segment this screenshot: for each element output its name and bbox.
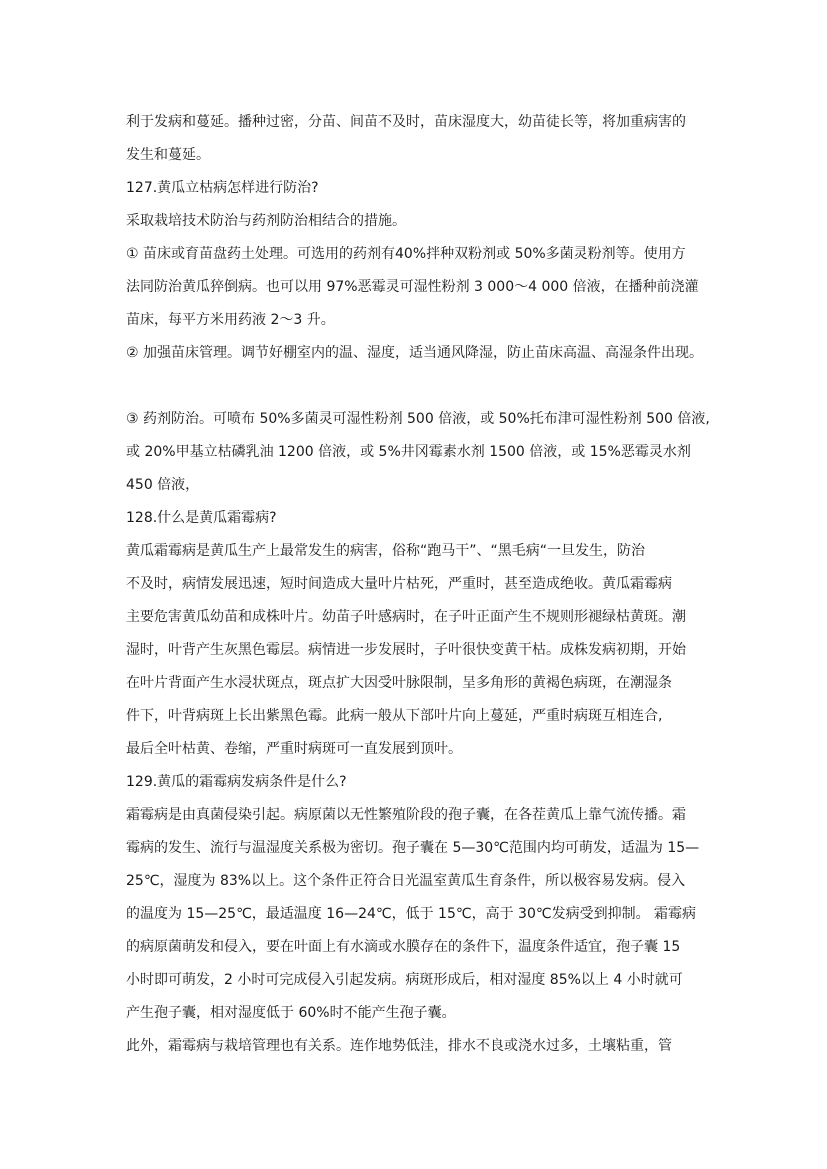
- list-item-1: ① 苗床或育苗盘药土处理。可选用的药剂有40%拌种双粉剂或 50%多菌灵粉剂等。使用方: [126, 246, 686, 262]
- text-line: 湿时，叶背产生灰黑色霉层。病情进一步发展时，子叶很快变黄干枯。成株发病初期，开始: [126, 642, 686, 658]
- text-line: 的病原菌萌发和侵入，要在叶面上有水滴或水膜存在的条件下，温度条件适宜，孢子囊 15: [126, 939, 681, 955]
- text-line: 黄瓜霜霉病是黄瓜生产上最常发生的病害，俗称“跑马干”、“黑毛病“一旦发生，防治: [126, 543, 646, 559]
- section-heading-128: 128.什么是黄瓜霜霉病?: [126, 510, 277, 526]
- text-line: 最后全叶枯黄、卷缩，严重时病斑可一直发展到顶叶。: [126, 741, 462, 757]
- document-body: [126, 106, 716, 1063]
- text-line: 在叶片背面产生水浸状斑点，斑点扩大因受叶脉限制，呈多角形的黄褐色病斑，在潮湿条: [126, 675, 672, 691]
- text-line: 产生孢子囊，相对湿度低于 60%时不能产生孢子囊。: [126, 1005, 456, 1021]
- text-line: 采取栽培技术防治与药剂防治相结合的措施。: [126, 213, 406, 229]
- text-line: 不及时，病情发展迅速，短时间造成大量叶片枯死，严重时，甚至造成绝收。黄瓜霜霉病: [126, 576, 672, 592]
- text-line: 主要危害黄瓜幼苗和成株叶片。幼苗子叶感病时，在子叶正面产生不规则形褪绿枯黄斑。潮: [126, 609, 686, 625]
- text-line: 此外，霜霉病与栽培管理也有关系。连作地势低洼，排水不良或浇水过多，土壤粘重，管: [126, 1038, 672, 1054]
- text-line: 件下，叶背病斑上长出紫黑色霉。此病一般从下部叶片向上蔓延，严重时病斑互相连合,: [126, 708, 663, 724]
- section-heading-129: 129.黄瓜的霜霉病发病条件是什么?: [126, 774, 347, 790]
- section-heading-127: 127.黄瓜立枯病怎样进行防治?: [126, 180, 319, 196]
- text-line: 利于发病和蔓延。播种过密，分苗、间苗不及时，苗床湿度大，幼苗徒长等，将加重病害的: [126, 114, 686, 130]
- text-line: 25℃，湿度为 83%以上。这个条件正符合日光温室黄瓜生育条件，所以极容易发病。侵入: [126, 873, 686, 889]
- text-line: 小时即可萌发，2 小时可完成侵入引起发病。病斑形成后，相对湿度 85%以上 4 小时就可: [126, 972, 683, 988]
- list-item-2: ② 加强苗床管理。调节好棚室内的温、湿度，适当通风降湿，防止苗床高温、高湿条件出现。: [126, 345, 703, 361]
- text-line: 法同防治黄瓜猝倒病。也可以用 97%恶霉灵可湿性粉剂 3 000～4 000 倍液，在播种前浇灌: [126, 279, 699, 295]
- text-line: 苗床，每平方米用药液 2～3 升。: [126, 312, 335, 328]
- text-line: 发生和蔓延。: [126, 147, 210, 163]
- list-item-3: ③ 药剂防治。可喷布 50%多菌灵可湿性粉剂 500 倍液，或 50%托布津可湿性粉剂 500 倍液,: [126, 411, 710, 427]
- text-line: 或 20%甲基立枯磷乳油 1200 倍液，或 5%井冈霉素水剂 1500 倍液，或 15%恶霉灵水剂: [126, 444, 691, 460]
- text-line: 的温度为 15—25℃，最适温度 16—24℃，低于 15℃，高于 30℃发病受到抑制。 霜霉病: [126, 906, 697, 922]
- blank-line: [126, 370, 716, 403]
- text-line: 霜霉病是由真菌侵染引起。病原菌以无性繁殖阶段的孢子囊，在各茬黄瓜上靠气流传播。霜: [126, 807, 686, 823]
- text-line: 霉病的发生、流行与温湿度关系极为密切。孢子囊在 5—30℃范围内均可萌发，适温为 15—: [126, 840, 700, 856]
- text-line: 450 倍液，: [126, 477, 200, 493]
